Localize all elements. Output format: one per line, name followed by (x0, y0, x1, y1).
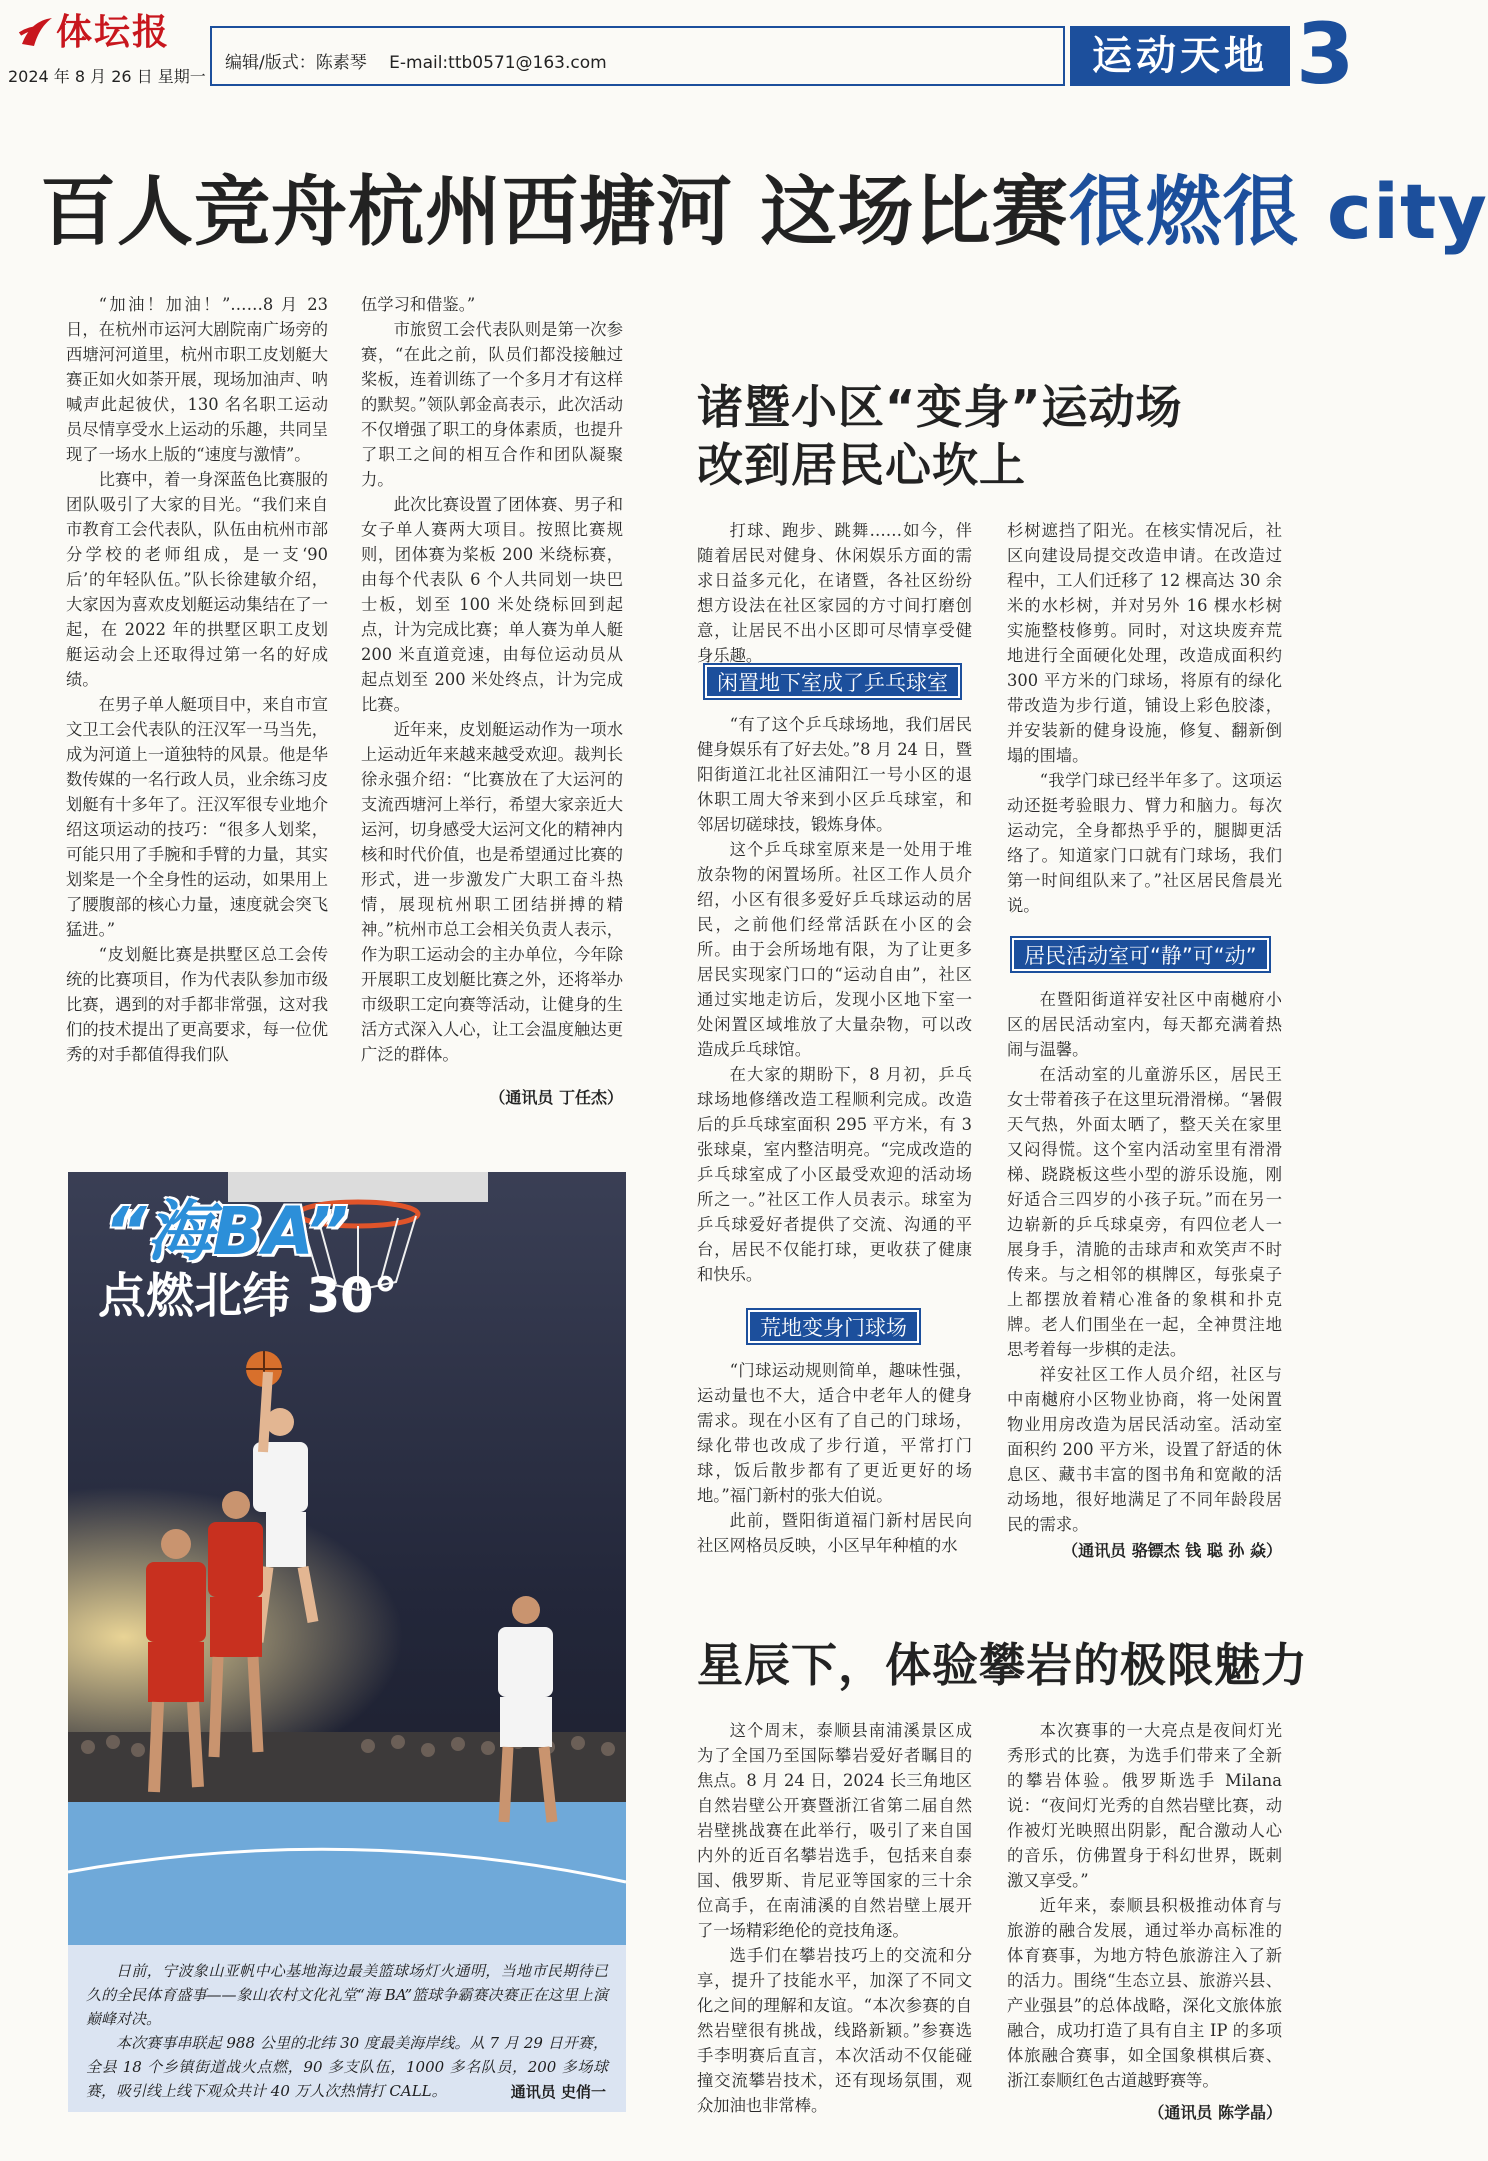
paragraph: 近年来，泰顺县积极推动体育与旅游的融合发展，通过举办高标准的体育赛事，为地方特色旅游注入了新的活力。围绕“生态立县、旅游兴县、产业强县”的总体战略，深化文旅体旅融合，成功打造了具有自主 IP 的多项体旅融合赛事，如全国象棋棋后赛、浙江泰顺红色古道越野赛等。 (1007, 1896, 1282, 2090)
zhuji-subhead-3: 居民活动室可“静”可“动” (1012, 938, 1269, 971)
caption-paragraph: 本次赛事串联起 988 公里的北纬 30 度最美海岸线。从 7 月 29 日开赛，全县 18 个乡镇街道战火点燃，90 多支队伍，1000 多名队员，200 多场球赛，吸引线上线下观众共计 40 万人次热情打 CALL。 (86, 2034, 608, 2100)
paragraph: “有了这个乒乓球场地，我们居民健身娱乐有了好去处。”8 月 24 日，暨阳街道江北社区浦阳江一号小区的退休职工周大爷来到小区乒乓球室，和邻居切磋球技，锻炼身体。 (697, 715, 972, 834)
paragraph: 本次赛事的一大亮点是夜间灯光秀形式的比赛，为选手们带来了全新的攀岩体验。俄罗斯选手 Milana 说：“夜间灯光秀的自然岩壁比赛，动作被灯光映照出阴影，配合激动人心的音乐，仿佛置身于科幻世界，既刺激又享受。” (1007, 1721, 1282, 1890)
zhuji-headline (697, 378, 1297, 494)
climbing-column-1 (697, 1718, 972, 2118)
zhuji-subhead-1: 闲置地下室成了乒乓球室 (705, 665, 960, 698)
rowing-byline: （通讯员 丁任杰） (489, 1088, 623, 1107)
masthead-logo (18, 10, 178, 56)
zhuji-byline: （通讯员 骆镖杰 钱 聪 孙 焱） (1062, 1541, 1282, 1560)
editor-info: 编辑/版式：陈素琴 E-mail:ttb0571@163.com (225, 53, 607, 73)
paragraph: 祥安社区工作人员介绍，社区与中南樾府小区物业协商，将一处闲置物业用房改造为居民活动室。活动室面积约 200 平方米，设置了舒适的休息区、藏书丰富的图书角和宽敞的活动场地，很好地满足了不同年龄段居民的需求。 (1007, 1365, 1282, 1534)
paragraph: 打球、跑步、跳舞……如今，伴随着居民对健身、休闲娱乐方面的需求日益多元化，在诸暨，各社区纷纷想方设法在社区家园的方寸间打磨创意，让居民不出小区即可尽情享受健身乐趣。 (697, 521, 972, 665)
zhuji-column-2 (1007, 518, 1282, 918)
caption-paragraph: 日前，宁波象山亚帆中心基地海边最美篮球场灯火通明，当地市民期待已久的全民体育盛事——象山农村文化礼堂“海 BA”篮球争霸赛决赛正在这里上演巅峰对决。 (86, 1962, 608, 2028)
paragraph: 在活动室的儿童游乐区，居民王女士带着孩子在这里玩滑滑梯。“暑假天气热，外面太晒了，整天关在家里又闷得慌。这个室内活动室里有滑滑梯、跷跷板这些小型的游乐设施，刚好适合三四岁的小孩子玩。”而在另一边崭新的乒乓球桌旁，有四位老人一展身手，清脆的击球声和欢笑声不时传来。与之相邻的棋牌区，每张桌子上都摆放着精心准备的象棋和扑克牌。老人们围坐在一起，全神贯注地思考着每一步棋的走法。 (1007, 1065, 1282, 1359)
paragraph: 杉树遮挡了阳光。在核实情况后，社区向建设局提交改造申请。在改造过程中，工人们迁移了 12 棵高达 30 余米的水杉树，并对另外 16 棵水杉树实施整枝修剪。同时，对这块废弃荒地进行全面硬化处理，改造成面积约 300 平方米的门球场，将原有的绿化带改造为步行道，铺设上彩色胶漆，并安装新的健身设施，修复、翻新倒塌的围墙。 (1007, 521, 1282, 765)
logo-text: 体坛报 (56, 12, 171, 53)
zhuji-section-1 (697, 712, 972, 1287)
paragraph: “我学门球已经半年多了。这项运动还挺考验眼力、臂力和脑力。每次运动完，全身都热乎乎的，腿脚更活络了。知道家门口就有门球场，我们第一时间组队来了。”社区居民詹晨光说。 (1007, 771, 1282, 915)
issue-date: 2024 年 8 月 26 日 星期一 (8, 67, 206, 86)
climbing-column-2 (1007, 1718, 1282, 2093)
zhuji-subhead-2: 荒地变身门球场 (748, 1310, 919, 1343)
zhuji-headline-line-1: 诸暨小区“变身”运动场 (697, 380, 1183, 434)
paragraph: 选手们在攀岩技巧上的交流和分享，提升了技能水平，加深了不同文化之间的理解和友谊。“本次参赛的自然岩壁很有挑战，线路新颖。”参赛选手李明赛后直言，本次活动不仅能碰撞交流攀岩技术，还有现场氛围，观众加油也非常棒。 (697, 1946, 972, 2115)
paragraph: 市旅贸工会代表队则是第一次参赛，“在此之前，队员们都没接触过桨板，连着训练了一个多月才有这样的默契。”领队郭金高表示，此次活动不仅增强了职工的身体素质，也提升了职工之间的相互合作和团队凝聚力。 (361, 320, 623, 489)
paragraph: 此次比赛设置了团体赛、男子和女子单人赛两大项目。按照比赛规则，团体赛为桨板 200 米绕标赛，由每个代表队 6 个人共同划一块巴士板，划至 100 米处绕标回到起点，计为完成比赛；单人赛为单人艇 200 米直道竞速，由每位运动员从起点划至 200 米处终点，计为完成比赛。 (361, 495, 623, 714)
photo-byline: 通讯员 史俏一 (510, 2083, 606, 2101)
photo-title-sub: 点燃北纬 30° (98, 1268, 398, 1324)
paragraph: 这个乒乓球室原来是一处用于堆放杂物的闲置场所。社区工作人员介绍，小区有很多爱好乒乓球运动的居民，之前他们经常活跃在小区的会所。由于会所场地有限，为了让更多居民实现家门口的“运动自由”，社区通过实地走访后，发现小区地下室一处闲置区域堆放了大量杂物，可以改造成乒乓球馆。 (697, 840, 972, 1059)
rowing-column-2 (361, 292, 623, 1067)
headline-part-1: 百人竞舟杭州西塘河 这场比赛 (40, 167, 1069, 256)
paragraph: 近年来，皮划艇运动作为一项水上运动近年来越来越受欢迎。裁判长徐永强介绍：“比赛放在了大运河的支流西塘河上举行，希望大家亲近大运河，切身感受大运河文化的精神内核和时代价值，也是希望通过比赛的形式，进一步激发广大职工奋斗热情，展现杭州职工团结拼搏的精神。”杭州市总工会相关负责人表示，作为职工运动会的主办单位，今年除开展职工皮划艇比赛之外，还将举办市级职工定向赛等活动，让健身的生活方式深入人心，让工会温度触达更广泛的群体。 (361, 720, 623, 1064)
zhuji-column-1 (697, 518, 972, 668)
paragraph: 在大家的期盼下，8 月初，乒乓球场地修缮改造工程顺利完成。改造后的乒乓球室面积 295 平方米，有 3 张球桌，室内整洁明亮。“完成改造的乒乓球室成了小区最受欢迎的活动场所之一。”社区工作人员表示。球室为乒乓球爱好者提供了交流、沟通的平台，居民不仅能打球，更收获了健康和快乐。 (697, 1065, 972, 1284)
headline-part-2: 很燃很 city (1068, 167, 1488, 256)
zhuji-section-3 (1007, 987, 1282, 1537)
climbing-headline: 星辰下，体验攀岩的极限魅力 (697, 1638, 1308, 1692)
paragraph: 比赛中，着一身深蓝色比赛服的团队吸引了大家的目光。“我们来自市教育工会代表队，队伍由杭州市部分学校的老师组成，是一支‘90 后’的年轻队伍。”队长徐建敏介绍，大家因为喜欢皮划艇运动集结在了一起，在 2022 年的拱墅区职工皮划艇运动会上还取得过第一名的好成绩。 (66, 470, 328, 689)
photo-title-main: “海BA” (104, 1193, 349, 1270)
paragraph: 此前，暨阳街道福门新村居民向社区网格员反映，小区早年种植的水 (697, 1511, 972, 1555)
paragraph: 在暨阳街道祥安社区中南樾府小区的居民活动室内，每天都充满着热闹与温馨。 (1007, 990, 1282, 1059)
rowing-column-1 (66, 292, 328, 1067)
page-number: 3 (1296, 5, 1355, 103)
paragraph: 伍学习和借鉴。” (361, 295, 476, 314)
photo-caption-box (68, 1945, 626, 2112)
section-banner: 运动天地 (1070, 26, 1290, 86)
paragraph: 这个周末，泰顺县南浦溪景区成为了全国乃至国际攀岩爱好者瞩目的焦点。8 月 24 日，2024 长三角地区自然岩壁公开赛暨浙江省第二届自然岩壁挑战赛在此举行，吸引了来自国内外的近百名攀岩选手，包括来自泰国、俄罗斯、肯尼亚等国家的三十余位高手，在南浦溪的自然岩壁上展开了一场精彩绝伦的竞技角逐。 (697, 1721, 972, 1940)
climbing-byline: （通讯员 陈学晶） (1148, 2103, 1282, 2122)
paragraph: “加油！加油！”……8 月 23 日，在杭州市运河大剧院南广场旁的西塘河河道里，杭州市职工皮划艇大赛正如火如荼开展，现场加油声、呐喊声此起彼伏，130 名名职工运动员尽情享受水上运动的乐趣，共同呈现了一场水上版的“速度与激情”。 (66, 295, 328, 464)
brand-mark-icon (18, 14, 54, 50)
paragraph: “皮划艇比赛是拱墅区总工会传统的比赛项目，作为代表队参加市级比赛，遇到的对手都非常强，这对我们的技术提出了更高要求，每一位优秀的对手都值得我们队 (66, 945, 328, 1064)
paragraph: “门球运动规则简单，趣味性强，运动量也不大，适合中老年人的健身需求。现在小区有了自己的门球场，绿化带也改成了步行道，平常打门球，饭后散步都有了更近更好的场地。”福门新村的张大伯说。 (697, 1361, 972, 1505)
paragraph: 在男子单人艇项目中，来自市宣文卫工会代表队的汪汉军一马当先，成为河道上一道独特的风景。他是华数传媒的一名行政人员，业余练习皮划艇有十多年了。汪汉军很专业地介绍这项运动的技巧：“很多人划桨，可能只用了手腕和手臂的力量，其实划桨是一个全身性的运动，如果用上了腰腹部的核心力量，速度就会突飞猛进。” (66, 695, 328, 939)
zhuji-section-2 (697, 1358, 972, 1558)
zhuji-headline-line-2: 改到居民心坎上 (697, 438, 1026, 492)
main-headline (40, 162, 1488, 262)
